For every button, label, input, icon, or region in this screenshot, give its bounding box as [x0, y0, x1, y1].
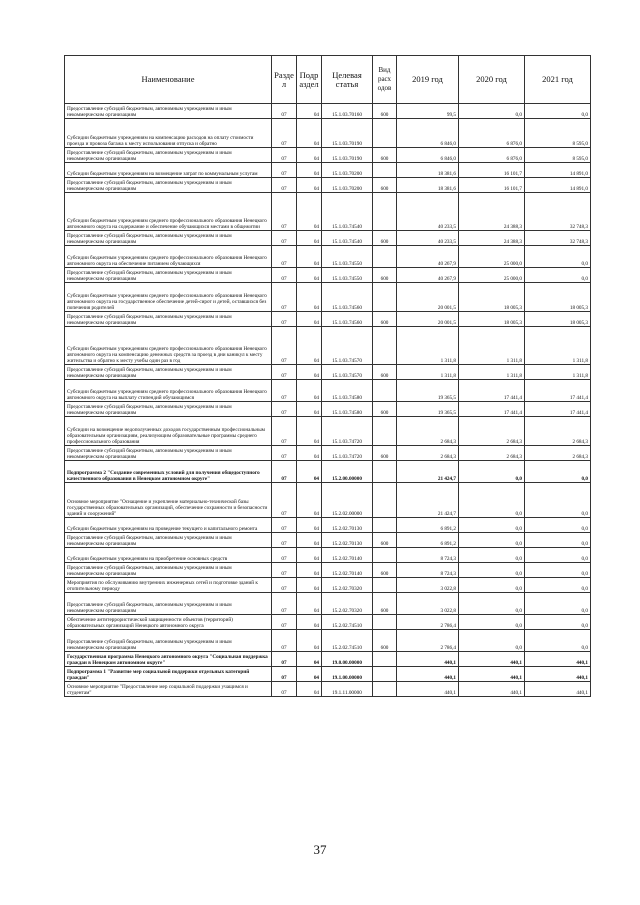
- row-2021: 0,0: [525, 630, 591, 652]
- row-2020: 2 684,3: [459, 417, 525, 446]
- row-name: Предоставление субсидий бюджетным, автономным учреждениям и иным некоммерческим организациям: [65, 231, 272, 246]
- row-name: Предоставление субсидий бюджетным, автономным учреждениям и иным некоммерческим организациям: [65, 593, 272, 615]
- row-2020: 16 101,7: [459, 178, 525, 193]
- row-2020: 0,0: [459, 548, 525, 563]
- table-row: [65, 231, 591, 246]
- row-2021: 32 748,3: [525, 231, 591, 246]
- table-row: [65, 327, 591, 365]
- row-2019: 40 233,5: [397, 193, 459, 231]
- row-2020: 440,1: [459, 652, 525, 667]
- row-podrazdel: 04: [297, 593, 322, 615]
- row-podrazdel: 04: [297, 246, 322, 268]
- row-2020: 18 005,3: [459, 312, 525, 327]
- table-row: [65, 246, 591, 268]
- row-target: 15.1.03.74580: [322, 380, 373, 402]
- row-target: 15.2.02.70130: [322, 533, 373, 548]
- row-razdel: 07: [272, 533, 297, 548]
- row-razdel: 07: [272, 652, 297, 667]
- row-2020: 2 684,3: [459, 446, 525, 461]
- row-2020: 25 000,0: [459, 246, 525, 268]
- row-target: 15.2.00.00000: [322, 461, 373, 483]
- row-2021: 8 595,0: [525, 148, 591, 163]
- row-vid: [373, 578, 397, 593]
- row-name: Государственная программа Ненецкого автономного округа "Социальная поддержка граждан в Ненецком автономном округе": [65, 652, 272, 667]
- row-razdel: 07: [272, 104, 297, 119]
- row-vid: 600: [373, 148, 397, 163]
- table-row: [65, 682, 591, 697]
- row-2020: 0,0: [459, 563, 525, 578]
- row-razdel: 07: [272, 518, 297, 533]
- table-row: [65, 563, 591, 578]
- row-razdel: 07: [272, 148, 297, 163]
- row-2021: 0,0: [525, 548, 591, 563]
- row-2021: 14 891,0: [525, 178, 591, 193]
- row-razdel: 07: [272, 283, 297, 312]
- row-2021: 18 005,3: [525, 312, 591, 327]
- row-2020: 0,0: [459, 578, 525, 593]
- table-row: [65, 104, 591, 119]
- row-vid: [373, 667, 397, 682]
- row-2021: 0,0: [525, 246, 591, 268]
- row-razdel: 07: [272, 402, 297, 417]
- row-name: Предоставление субсидий бюджетным, автономным учреждениям и иным некоммерческим организациям: [65, 563, 272, 578]
- row-2019: 2 786,4: [397, 615, 459, 630]
- row-name: Подпрограмма 2 "Создание современных условий для получения общедоступного качественного образования в Ненецком автономном округе": [65, 461, 272, 483]
- row-name: Субсидии бюджетным учреждениям среднего профессионального образования Ненецкого автономного округа на выплату стипендий обучающимся: [65, 380, 272, 402]
- row-podrazdel: 04: [297, 148, 322, 163]
- row-razdel: 07: [272, 380, 297, 402]
- row-2019: 1 311,8: [397, 327, 459, 365]
- row-2019: 99,5: [397, 104, 459, 119]
- row-razdel: 07: [272, 578, 297, 593]
- row-podrazdel: 04: [297, 461, 322, 483]
- row-2021: 0,0: [525, 593, 591, 615]
- row-razdel: 07: [272, 119, 297, 148]
- row-vid: 600: [373, 563, 397, 578]
- row-podrazdel: 04: [297, 533, 322, 548]
- row-2019: 440,1: [397, 682, 459, 697]
- row-2020: 17 441,4: [459, 402, 525, 417]
- row-2021: 0,0: [525, 578, 591, 593]
- row-2020: 25 000,0: [459, 268, 525, 283]
- row-2019: 2 786,4: [397, 630, 459, 652]
- row-vid: 600: [373, 104, 397, 119]
- row-2019: 18 381,6: [397, 178, 459, 193]
- row-target: 15.1.03.74540: [322, 193, 373, 231]
- row-razdel: 07: [272, 548, 297, 563]
- row-2021: 2 684,3: [525, 417, 591, 446]
- row-name: Обеспечение антитеррористической защищенности объектов (территорий) образовательных организаций Ненецкого автономного округа: [65, 615, 272, 630]
- row-2020: 0,0: [459, 483, 525, 518]
- row-2020: 0,0: [459, 533, 525, 548]
- row-podrazdel: 04: [297, 268, 322, 283]
- row-2020: 0,0: [459, 615, 525, 630]
- row-name: Подпрограмма 1 "Развитие мер социальной поддержки отдельных категорий граждан": [65, 667, 272, 682]
- header-name: Наименование: [65, 56, 272, 104]
- row-podrazdel: 04: [297, 402, 322, 417]
- row-target: 15.1.03.74560: [322, 312, 373, 327]
- table-row: [65, 193, 591, 231]
- row-name: Предоставление субсидий бюджетным, автономным учреждениям и иным некоммерческим организациям: [65, 630, 272, 652]
- row-podrazdel: 04: [297, 312, 322, 327]
- row-vid: [373, 417, 397, 446]
- row-2019: 2 684,3: [397, 417, 459, 446]
- row-2021: 0,0: [525, 461, 591, 483]
- header-2020: 2020 год: [459, 56, 525, 104]
- row-name: Субсидии бюджетным учреждениям среднего профессионального образования Ненецкого автономного округа на государственное обеспечение детей-сирот и детей, оставшихся без попечения родителей: [65, 283, 272, 312]
- row-2019: 8 724,3: [397, 563, 459, 578]
- budget-table-sheet: [64, 55, 590, 697]
- row-2020: 6 876,0: [459, 119, 525, 148]
- row-podrazdel: 04: [297, 518, 322, 533]
- row-2019: 6 846,0: [397, 119, 459, 148]
- table-row: [65, 667, 591, 682]
- row-2020: 24 388,3: [459, 231, 525, 246]
- row-2019: 3 022,8: [397, 578, 459, 593]
- row-2021: 0,0: [525, 563, 591, 578]
- header-2021: 2021 год: [525, 56, 591, 104]
- row-vid: [373, 283, 397, 312]
- row-2020: 0,0: [459, 518, 525, 533]
- table-header-row: [65, 56, 591, 104]
- row-2020: 0,0: [459, 593, 525, 615]
- table-row: [65, 119, 591, 148]
- row-2021: 440,1: [525, 652, 591, 667]
- row-2019: 3 022,8: [397, 593, 459, 615]
- row-podrazdel: 04: [297, 193, 322, 231]
- row-target: 15.2.02.74510: [322, 630, 373, 652]
- row-podrazdel: 04: [297, 104, 322, 119]
- row-razdel: 07: [272, 193, 297, 231]
- header-target: Целевая статья: [322, 56, 373, 104]
- row-vid: 600: [373, 365, 397, 380]
- table-row: [65, 518, 591, 533]
- table-row: [65, 417, 591, 446]
- row-podrazdel: 04: [297, 178, 322, 193]
- row-2021: 18 005,3: [525, 283, 591, 312]
- row-vid: [373, 652, 397, 667]
- table-row: [65, 483, 591, 518]
- row-name: Субсидии бюджетным учреждениям на приобретение основных средств: [65, 548, 272, 563]
- row-2019: 8 724,3: [397, 548, 459, 563]
- row-2020: 440,1: [459, 682, 525, 697]
- row-2020: 1 311,8: [459, 327, 525, 365]
- row-target: 19.1.00.00000: [322, 667, 373, 682]
- row-target: 19.0.00.00000: [322, 652, 373, 667]
- row-name: Предоставление субсидий бюджетным, автономным учреждениям и иным некоммерческим организациям: [65, 365, 272, 380]
- table-row: [65, 283, 591, 312]
- row-name: Основное мероприятие "Оснащение и укрепление материально-технической базы государственных образовательных организаций, обеспечение сохранности и безопасности зданий и сооружений": [65, 483, 272, 518]
- row-name: Мероприятия по обслуживанию внутренних инженерных сетей и подготовке зданий к отопительному периоду: [65, 578, 272, 593]
- row-vid: 600: [373, 402, 397, 417]
- row-2021: 0,0: [525, 615, 591, 630]
- row-2020: 17 441,4: [459, 380, 525, 402]
- row-name: Субсидии бюджетным учреждениям среднего профессионального образования Ненецкого автономного округа на компенсацию денежных средств за проезд в дни каникул к месту жительства и обратно к месту учебы один раз в год: [65, 327, 272, 365]
- row-podrazdel: 04: [297, 446, 322, 461]
- row-vid: 600: [373, 630, 397, 652]
- row-vid: [373, 327, 397, 365]
- row-name: Субсидии на возмещение недополученных доходов государственным профессиональным образовательным организациям, реализующим образовательные программы среднего профессионального образования: [65, 417, 272, 446]
- row-podrazdel: 04: [297, 578, 322, 593]
- row-2019: 21 424,7: [397, 483, 459, 518]
- row-name: Предоставление субсидий бюджетным, автономным учреждениям и иным некоммерческим организациям: [65, 178, 272, 193]
- row-2020: 440,1: [459, 667, 525, 682]
- row-2019: 20 001,5: [397, 312, 459, 327]
- row-vid: [373, 615, 397, 630]
- row-razdel: 07: [272, 446, 297, 461]
- row-podrazdel: 04: [297, 563, 322, 578]
- row-vid: [373, 518, 397, 533]
- row-2021: 1 311,8: [525, 365, 591, 380]
- row-target: 15.1.03.70200: [322, 163, 373, 178]
- row-razdel: 07: [272, 268, 297, 283]
- row-vid: 600: [373, 593, 397, 615]
- row-name: Предоставление субсидий бюджетным, автономным учреждениям и иным некоммерческим организациям: [65, 312, 272, 327]
- row-2021: 1 311,8: [525, 327, 591, 365]
- row-vid: 600: [373, 178, 397, 193]
- row-2021: 17 441,4: [525, 380, 591, 402]
- row-target: 15.1.03.74580: [322, 402, 373, 417]
- row-name: Предоставление субсидий бюджетным, автономным учреждениям и иным некоммерческим организациям: [65, 104, 272, 119]
- row-target: 15.1.03.70160: [322, 104, 373, 119]
- row-podrazdel: 04: [297, 380, 322, 402]
- row-podrazdel: 04: [297, 417, 322, 446]
- row-target: 15.1.03.70200: [322, 178, 373, 193]
- row-vid: [373, 461, 397, 483]
- row-vid: 600: [373, 268, 397, 283]
- row-2019: 40 267,9: [397, 246, 459, 268]
- row-2019: 18 381,6: [397, 163, 459, 178]
- row-podrazdel: 04: [297, 365, 322, 380]
- row-target: 15.2.02.70320: [322, 578, 373, 593]
- row-2021: 17 441,4: [525, 402, 591, 417]
- row-vid: [373, 380, 397, 402]
- row-vid: 600: [373, 231, 397, 246]
- row-name: Предоставление субсидий бюджетным, автономным учреждениям и иным некоммерческим организациям: [65, 268, 272, 283]
- table-row: [65, 615, 591, 630]
- row-2019: 2 684,3: [397, 446, 459, 461]
- row-razdel: 07: [272, 483, 297, 518]
- table-row: [65, 630, 591, 652]
- row-2019: 1 311,8: [397, 365, 459, 380]
- row-name: Предоставление субсидий бюджетным, автономным учреждениям и иным некоммерческим организациям: [65, 446, 272, 461]
- row-2021: 440,1: [525, 667, 591, 682]
- row-2020: 6 876,0: [459, 148, 525, 163]
- row-razdel: 07: [272, 178, 297, 193]
- row-name: Субсидии бюджетным учреждениям на компенсацию расходов на оплату стоимости проезда и провоза багажа к месту использования отпуска и обратно: [65, 119, 272, 148]
- row-2019: 40 267,9: [397, 268, 459, 283]
- row-razdel: 07: [272, 630, 297, 652]
- row-2019: 6 891,2: [397, 533, 459, 548]
- row-name: Предоставление субсидий бюджетным, автономным учреждениям и иным некоммерческим организациям: [65, 148, 272, 163]
- table-body: [65, 104, 591, 697]
- row-vid: 600: [373, 533, 397, 548]
- row-razdel: 07: [272, 163, 297, 178]
- row-2020: 24 388,3: [459, 193, 525, 231]
- row-target: 15.1.03.74550: [322, 268, 373, 283]
- row-podrazdel: 04: [297, 548, 322, 563]
- row-2021: 8 595,0: [525, 119, 591, 148]
- row-vid: [373, 119, 397, 148]
- row-2019: 440,1: [397, 667, 459, 682]
- row-2019: 6 846,0: [397, 148, 459, 163]
- row-razdel: 07: [272, 667, 297, 682]
- row-name: Предоставление субсидий бюджетным, автономным учреждениям и иным некоммерческим организациям: [65, 533, 272, 548]
- table-row: [65, 148, 591, 163]
- header-2019: 2019 год: [397, 56, 459, 104]
- header-vid: Вид расх одов: [373, 56, 397, 104]
- row-2020: 16 101,7: [459, 163, 525, 178]
- row-target: 15.1.03.70190: [322, 148, 373, 163]
- row-podrazdel: 04: [297, 327, 322, 365]
- row-2020: 0,0: [459, 104, 525, 119]
- row-razdel: 07: [272, 593, 297, 615]
- row-2020: 18 005,3: [459, 283, 525, 312]
- row-razdel: 07: [272, 461, 297, 483]
- row-2021: 0,0: [525, 268, 591, 283]
- row-razdel: 07: [272, 682, 297, 697]
- row-razdel: 07: [272, 563, 297, 578]
- table-row: [65, 402, 591, 417]
- row-target: 15.2.02.70140: [322, 548, 373, 563]
- row-2021: 32 748,3: [525, 193, 591, 231]
- row-podrazdel: 04: [297, 630, 322, 652]
- table-row: [65, 548, 591, 563]
- row-vid: [373, 682, 397, 697]
- budget-table: [64, 55, 591, 697]
- row-podrazdel: 04: [297, 119, 322, 148]
- row-podrazdel: 04: [297, 231, 322, 246]
- row-podrazdel: 04: [297, 682, 322, 697]
- row-target: 15.2.02.00000: [322, 483, 373, 518]
- row-2021: 0,0: [525, 104, 591, 119]
- table-row: [65, 593, 591, 615]
- row-podrazdel: 04: [297, 615, 322, 630]
- row-2019: 19 365,5: [397, 380, 459, 402]
- row-vid: [373, 163, 397, 178]
- row-podrazdel: 04: [297, 483, 322, 518]
- row-2020: 0,0: [459, 461, 525, 483]
- table-row: [65, 312, 591, 327]
- row-target: 15.2.02.74510: [322, 615, 373, 630]
- table-row: [65, 461, 591, 483]
- table-row: [65, 652, 591, 667]
- row-2019: 440,1: [397, 652, 459, 667]
- row-2021: 14 891,0: [525, 163, 591, 178]
- row-2019: 20 001,5: [397, 283, 459, 312]
- row-2019: 19 365,5: [397, 402, 459, 417]
- row-name: Субсидии бюджетным учреждениям на возмещение затрат по коммунальным услугам: [65, 163, 272, 178]
- row-vid: [373, 246, 397, 268]
- row-razdel: 07: [272, 231, 297, 246]
- row-podrazdel: 04: [297, 667, 322, 682]
- row-2019: 21 424,7: [397, 461, 459, 483]
- row-target: 15.1.03.74720: [322, 417, 373, 446]
- row-target: 15.1.03.74560: [322, 283, 373, 312]
- row-2020: 1 311,8: [459, 365, 525, 380]
- row-target: 15.2.02.70130: [322, 518, 373, 533]
- row-target: 19.1.11.00000: [322, 682, 373, 697]
- row-vid: [373, 548, 397, 563]
- row-name: Субсидии бюджетным учреждениям среднего профессионального образования Ненецкого автономного округа на содержание и обеспечение обучающихся местами в общежитии: [65, 193, 272, 231]
- row-2021: 440,1: [525, 682, 591, 697]
- header-razdel: Разде л: [272, 56, 297, 104]
- table-row: [65, 446, 591, 461]
- row-razdel: 07: [272, 246, 297, 268]
- row-target: 15.2.02.70320: [322, 593, 373, 615]
- table-row: [65, 163, 591, 178]
- row-2019: 40 233,5: [397, 231, 459, 246]
- row-razdel: 07: [272, 417, 297, 446]
- row-target: 15.1.03.70190: [322, 119, 373, 148]
- table-row: [65, 178, 591, 193]
- row-2020: 0,0: [459, 630, 525, 652]
- row-target: 15.1.03.74570: [322, 327, 373, 365]
- row-vid: [373, 483, 397, 518]
- row-name: Субсидии бюджетным учреждениям среднего профессионального образования Ненецкого автономного округа на обеспечение питанием обучающихся: [65, 246, 272, 268]
- row-name: Основное мероприятие "Предоставление мер социальной поддержки учащимся и студентам": [65, 682, 272, 697]
- header-podrazdel: Подр аздел: [297, 56, 322, 104]
- row-target: 15.1.03.74720: [322, 446, 373, 461]
- row-2021: 2 684,3: [525, 446, 591, 461]
- row-name: Предоставление субсидий бюджетным, автономным учреждениям и иным некоммерческим организациям: [65, 402, 272, 417]
- row-target: 15.2.02.70140: [322, 563, 373, 578]
- row-razdel: 07: [272, 312, 297, 327]
- row-target: 15.1.03.74550: [322, 246, 373, 268]
- row-podrazdel: 04: [297, 652, 322, 667]
- row-razdel: 07: [272, 327, 297, 365]
- row-name: Субсидии бюджетным учреждениям на проведение текущего и капитального ремонта: [65, 518, 272, 533]
- row-target: 15.1.03.74570: [322, 365, 373, 380]
- table-row: [65, 268, 591, 283]
- row-target: 15.1.03.74540: [322, 231, 373, 246]
- row-2021: 0,0: [525, 483, 591, 518]
- row-2019: 6 891,2: [397, 518, 459, 533]
- table-row: [65, 533, 591, 548]
- row-vid: 600: [373, 312, 397, 327]
- table-row: [65, 380, 591, 402]
- row-razdel: 07: [272, 615, 297, 630]
- row-vid: [373, 193, 397, 231]
- table-row: [65, 578, 591, 593]
- row-vid: 600: [373, 446, 397, 461]
- row-podrazdel: 04: [297, 283, 322, 312]
- row-2021: 0,0: [525, 533, 591, 548]
- row-2021: 0,0: [525, 518, 591, 533]
- row-razdel: 07: [272, 365, 297, 380]
- row-podrazdel: 04: [297, 163, 322, 178]
- table-row: [65, 365, 591, 380]
- page-number: 37: [313, 842, 327, 857]
